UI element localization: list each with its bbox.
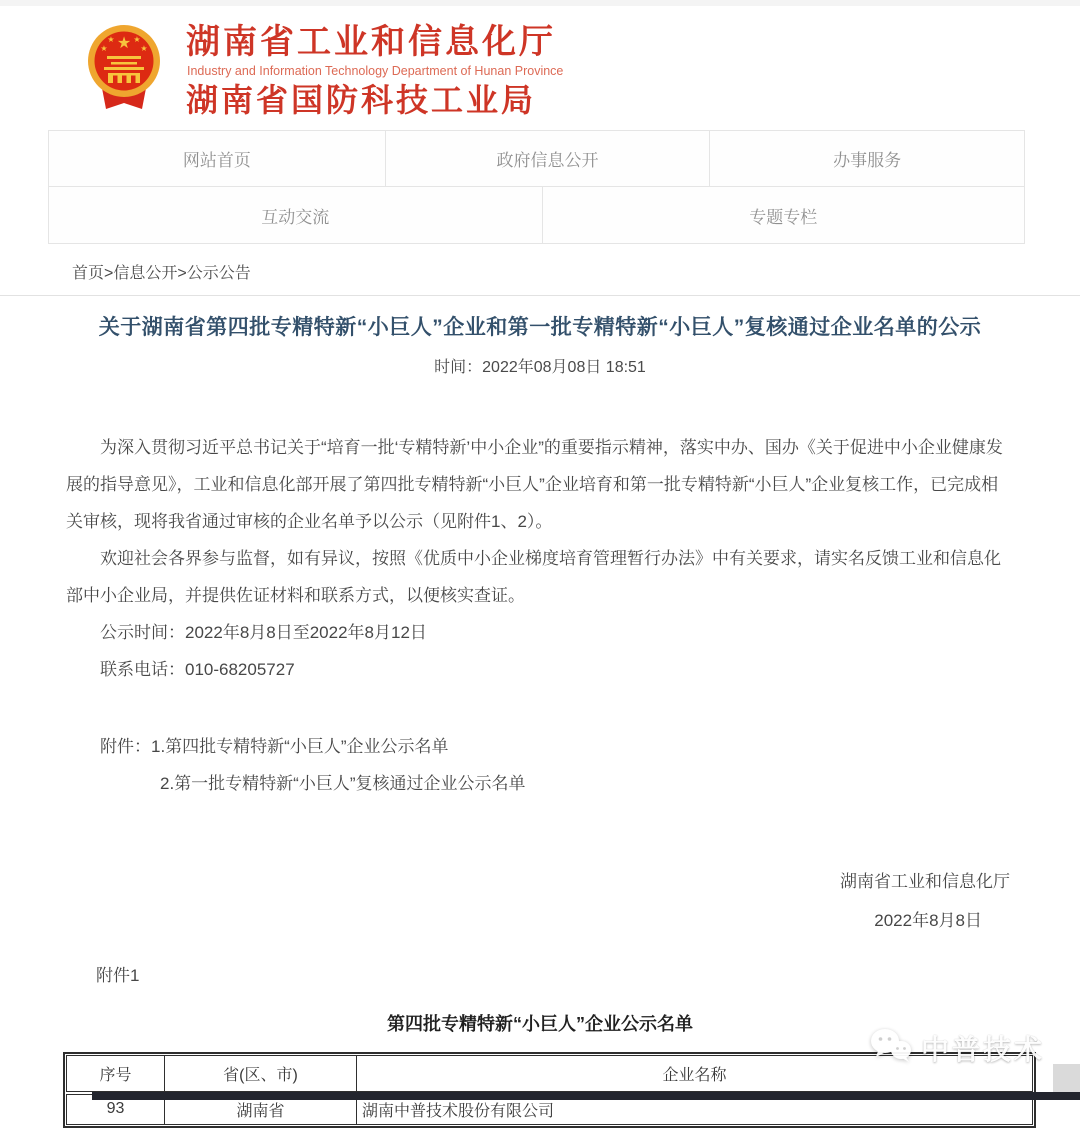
nav-row-2 xyxy=(48,187,1025,244)
svg-text:★: ★ xyxy=(100,44,108,53)
signature-org: 湖南省工业和信息化厅 xyxy=(840,872,1010,891)
cell-no: 93 xyxy=(67,1093,165,1125)
national-emblem-icon xyxy=(86,23,162,117)
article-title: 关于湖南省第四批专精特新“小巨人”企业和第一批专精特新“小巨人”复核通过企业名单的公示 xyxy=(98,316,982,339)
nav-item-home[interactable]: 网站首页 xyxy=(48,130,386,187)
cell-company: 湖南中普技术股份有限公司 xyxy=(357,1093,1033,1125)
breadcrumb[interactable] xyxy=(0,247,1080,296)
attachments-label: 附件： xyxy=(100,737,151,756)
paragraph-1: 为深入贯彻习近平总书记关于“培育一批‘专精特新’中小企业”的重要指示精神，落实中办、国办《关于促进中小企业健康发展的指导意见》，工业和信息化部开展了第四批专精特新“小巨人”企业培育和第一批专精特新“小巨人”企业复核工作，已完成相关审核，现将我省通过审核的企业名单予以公示（见附件1、2）。 xyxy=(66,438,1003,531)
nav-item-topics[interactable]: 专题专栏 xyxy=(542,186,1026,244)
svg-text:★: ★ xyxy=(116,35,132,52)
article-body xyxy=(66,429,1014,1043)
signature-date: 2022年8月8日 xyxy=(874,911,982,930)
org-name-primary: 湖南省工业和信息化厅 xyxy=(186,22,556,61)
org-names xyxy=(186,22,563,119)
publicity-period: 公示时间：2022年8月8日至2022年8月12日 xyxy=(100,623,427,642)
org-name-secondary: 湖南省国防科技工业局 xyxy=(186,81,537,118)
bottom-bar xyxy=(92,1092,1080,1100)
table-header-row xyxy=(67,1056,1033,1093)
nav-row-1 xyxy=(48,130,1025,187)
nav-item-gov-info[interactable]: 政府信息公开 xyxy=(385,130,711,187)
nav-item-interaction[interactable]: 互动交流 xyxy=(48,186,543,244)
svg-text:★: ★ xyxy=(133,35,141,44)
annex-table-title: 第四批专精特新“小巨人”企业公示名单 xyxy=(387,1014,693,1034)
article xyxy=(0,311,1080,1128)
org-name-english: Industry and Information Technology Department of Hunan Province xyxy=(187,63,564,78)
table-header-company: 企业名称 xyxy=(357,1056,1033,1093)
nav-item-services[interactable]: 办事服务 xyxy=(709,130,1025,187)
corner-patch xyxy=(1053,1064,1080,1093)
attachment-2: 2.第一批专精特新“小巨人”复核通过企业公示名单 xyxy=(160,774,526,793)
cell-province: 湖南省 xyxy=(165,1093,357,1125)
table-header-no: 序号 xyxy=(67,1056,165,1093)
paragraph-2: 欢迎社会各界参与监督，如有异议，按照《优质中小企业梯度培育管理暂行办法》中有关要求，请实名反馈工业和信息化部中小企业局，并提供佐证材料和联系方式，以便核实查证。 xyxy=(66,549,1001,605)
table-header-province: 省(区、市) xyxy=(165,1056,357,1093)
signature-block xyxy=(66,862,1014,940)
watermark-text: 中普技术 xyxy=(921,1033,1046,1065)
main-nav xyxy=(48,130,1025,244)
attachment-1: 1.第四批专精特新“小巨人”企业公示名单 xyxy=(151,737,449,756)
breadcrumb-path[interactable]: 首页>信息公开>公示公告 xyxy=(72,265,251,282)
contact-phone: 联系电话：010-68205727 xyxy=(100,660,295,679)
svg-text:★: ★ xyxy=(107,35,115,44)
article-time: 时间：2022年08月08日 18:51 xyxy=(434,359,646,376)
annex-table xyxy=(63,1052,1036,1128)
site-header xyxy=(0,6,1080,130)
annex-label: 附件1 xyxy=(96,966,140,985)
attachments-line-1 xyxy=(66,728,1014,765)
svg-text:★: ★ xyxy=(140,44,148,53)
